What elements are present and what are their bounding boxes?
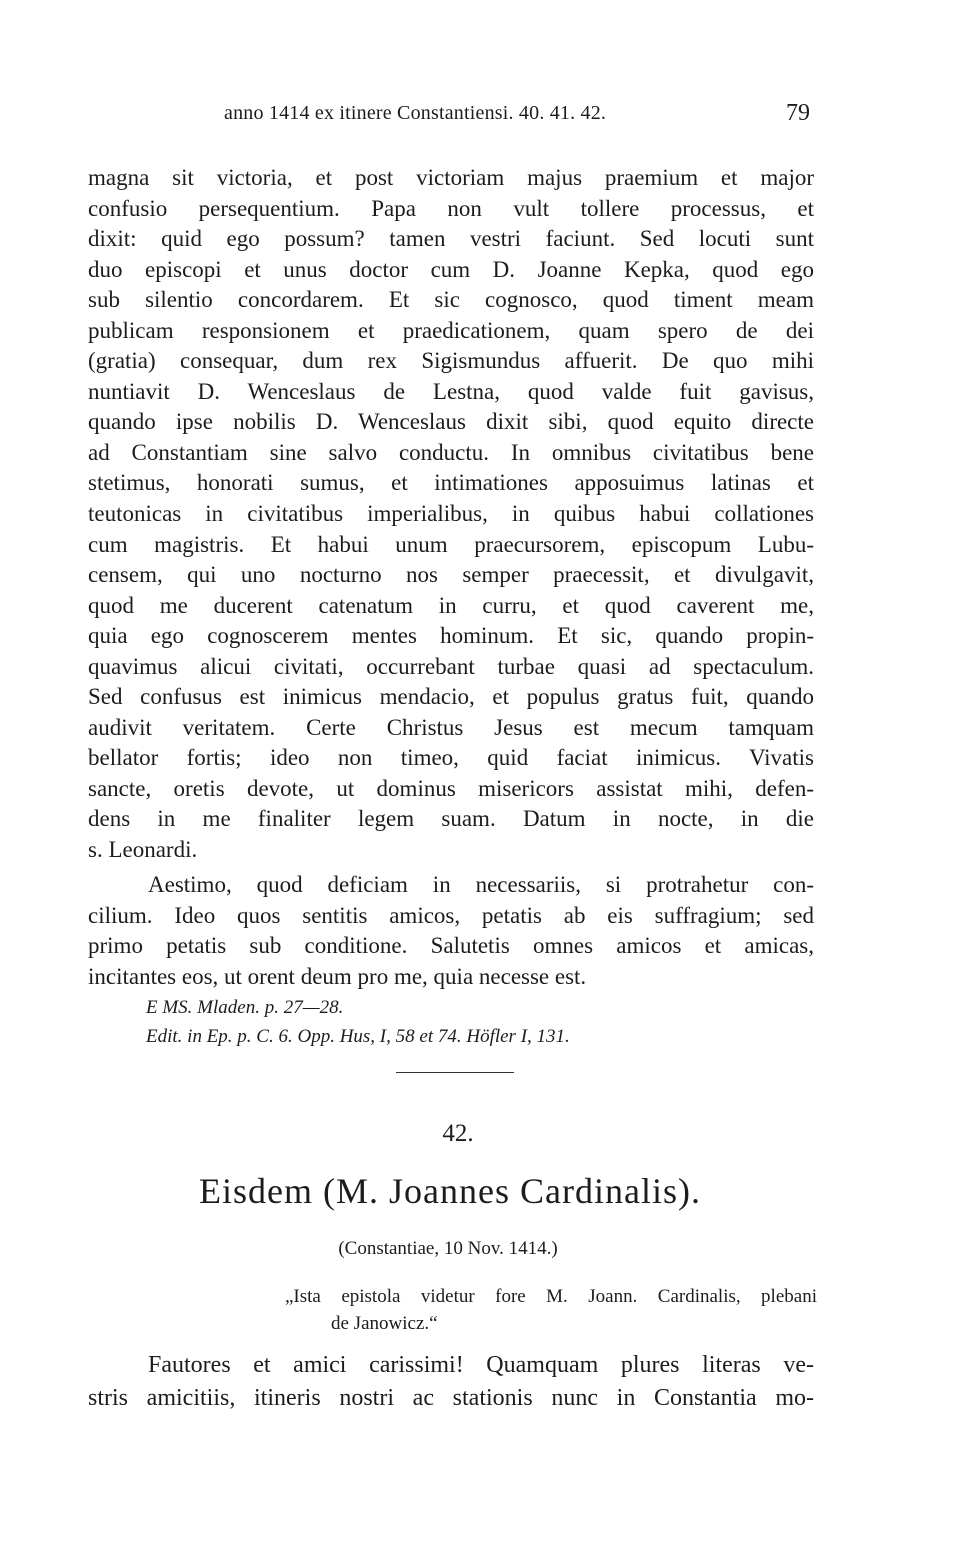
text-line: (gratia) consequar, dum rex Sigismundus affuerit. De quo mihi [88, 348, 814, 374]
text-line: dixit: quid ego possum? tamen vestri faciunt. Sed locuti sunt [88, 226, 814, 252]
text-line: stris amicitiis, itineris nostri ac stationis nunc in Constantia mo- [88, 1385, 814, 1411]
text-line: primo petatis sub conditione. Salutetis omnes amicos et amicas, [88, 933, 814, 959]
editorial-note-line: de Janowicz.“ [331, 1313, 438, 1334]
letter-dateline: (Constantiae, 10 Nov. 1414.) [338, 1238, 558, 1259]
text-line: ad Constantiam sine salvo conductu. In omnibus civitatibus bene [88, 439, 814, 465]
letter-42-paragraph-1 [88, 1349, 814, 1415]
letter-41-paragraph-1 [88, 163, 814, 866]
text-line: quia ego cognoscerem mentes hominum. Et sic, quando propin- [88, 623, 814, 649]
text-line: quod me ducerent catenatum in curru, et quod caverent me, [88, 592, 814, 618]
source-note: E MS. Mladen. p. 27—28. [146, 997, 344, 1018]
text-line: cilium. Ideo quos sentitis amicos, petatis ab eis suffragium; sed [88, 902, 814, 928]
text-line: censem, qui uno nocturno nos semper praecessit, et divulgavit, [88, 562, 814, 588]
text-line: duo episcopi et unus doctor cum D. Joanne Kepka, quod ego [88, 256, 814, 282]
text-line: confusio persequentium. Papa non vult tollere processus, et [88, 195, 814, 221]
source-note: Edit. in Ep. p. C. 6. Opp. Hus, I, 58 et 74. Höfler I, 131. [146, 1026, 570, 1047]
letter-title: Eisdem (M. Joannes Cardinalis). [199, 1171, 701, 1211]
text-line: cum magistris. Et habui unum praecursorem, episcopum Lubu- [88, 531, 814, 557]
editorial-note-line: „Ista epistola videtur fore M. Joann. Cardinalis, plebani [285, 1286, 817, 1307]
text-line: magna sit victoria, et post victoriam majus praemium et major [88, 165, 814, 190]
text-line: audivit veritatem. Certe Christus Jesus est mecum tamquam [88, 714, 814, 740]
text-line: nuntiavit D. Wenceslaus de Lestna, quod valde fuit gavisus, [88, 378, 814, 404]
text-line: dens in me finaliter legem suam. Datum in nocte, in die [88, 806, 814, 832]
editorial-note [285, 1283, 817, 1337]
text-line: Sed confusus est inimicus mendacio, et populus gratus fuit, quando [88, 684, 814, 710]
section-divider [396, 1072, 514, 1073]
text-line: publicam responsionem et praedicationem, quam spero de dei [88, 317, 814, 343]
page-number: 79 [786, 100, 810, 126]
text-line: teutonicas in civitatibus imperialibus, in quibus habui collationes [88, 501, 814, 527]
text-line: sub silentio concordarem. Et sic cognosco, quod timent meam [88, 287, 814, 313]
text-line: quavimus alicui civitati, occurrebant turbae quasi ad spectaculum. [88, 653, 814, 679]
text-line: Fautores et amici carissimi! Quamquam plures literas ve- [148, 1352, 814, 1378]
letter-number: 42. [442, 1120, 474, 1147]
text-line: s. Leonardi. [88, 837, 198, 863]
page-header [0, 100, 960, 134]
running-head: anno 1414 ex itinere Constantiensi. 40. 41. 42. [224, 102, 607, 124]
text-line: stetimus, honorati sumus, et intimationes apposuimus latinas et [88, 470, 814, 496]
text-line: incitantes eos, ut orent deum pro me, quia necesse est. [88, 963, 587, 989]
letter-41-paragraph-2 [88, 870, 814, 992]
text-line: bellator fortis; ideo non timeo, quid faciat inimicus. Vivatis [88, 745, 814, 771]
text-line: quando ipse nobilis D. Wenceslaus dixit sibi, quod equito directe [88, 409, 814, 435]
source-notes [146, 993, 786, 1051]
text-line: Aestimo, quod deficiam in necessariis, si protrahetur con- [148, 872, 814, 897]
text-line: sancte, oretis devote, ut dominus misericors assistat mihi, defen- [88, 775, 814, 801]
